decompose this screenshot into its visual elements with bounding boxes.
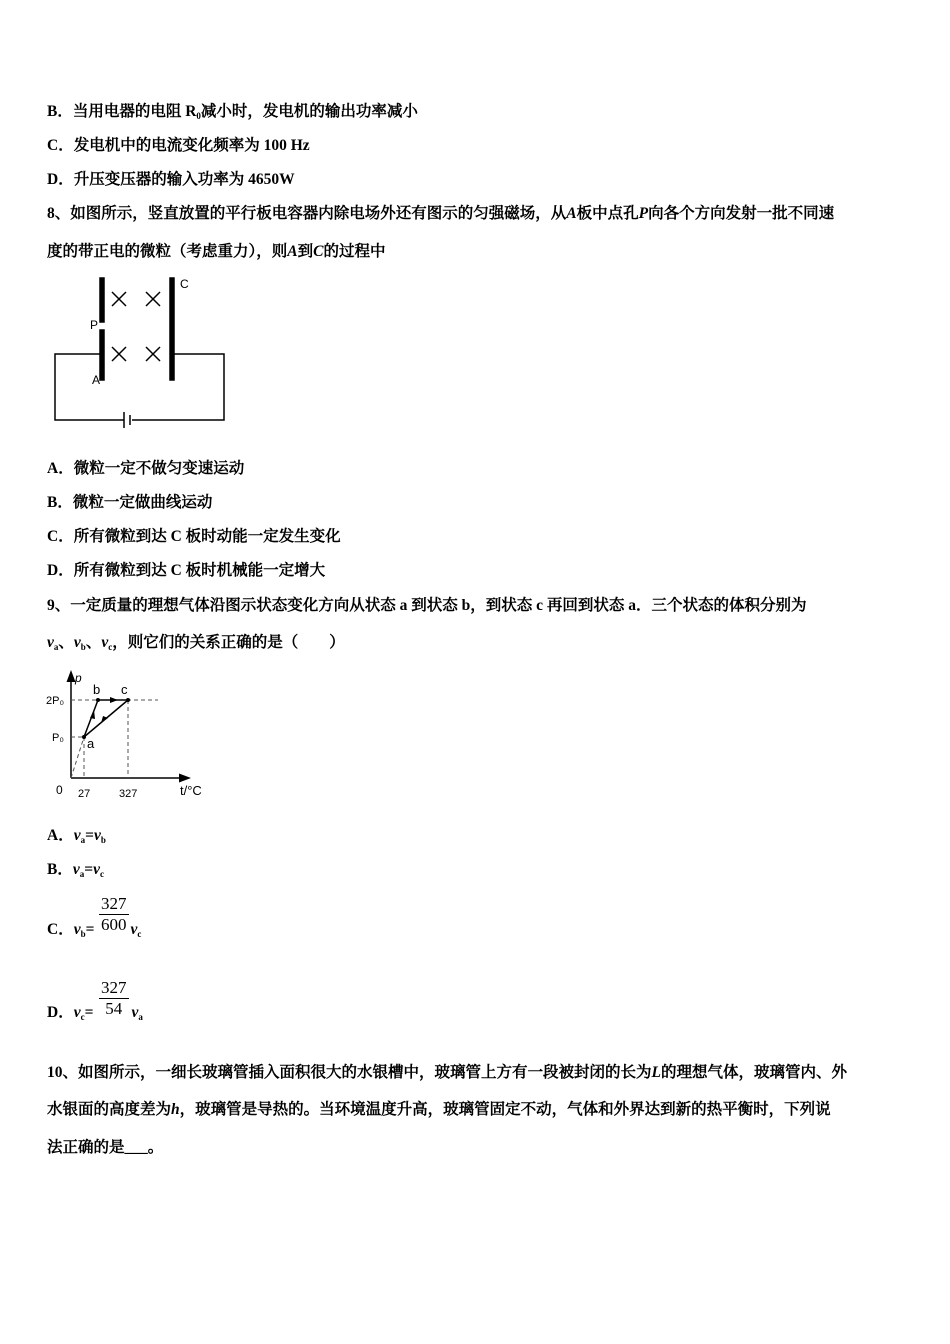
subscript: c xyxy=(80,1012,85,1022)
plate-c xyxy=(170,278,174,380)
q7-option-c xyxy=(47,136,310,156)
var: v xyxy=(93,827,101,844)
wires xyxy=(55,354,224,420)
denominator: 600 xyxy=(101,915,127,934)
q8-stem-line2 xyxy=(47,242,385,262)
subscript: b xyxy=(100,835,106,845)
text: 板中点孔 xyxy=(576,205,639,222)
eq: = xyxy=(85,827,94,844)
text: 度的带正电的微粒（考虑重力），则 xyxy=(47,243,288,260)
option-label: C． xyxy=(47,921,74,938)
tick-27: 27 xyxy=(78,788,91,800)
option-label: D． xyxy=(47,1004,74,1021)
q10-stem-line2 xyxy=(47,1100,831,1120)
magnetic-field-crosses xyxy=(112,292,160,361)
option-label: A． xyxy=(47,827,74,844)
q7-option-b xyxy=(47,102,418,126)
q8-option-d xyxy=(47,561,325,581)
label-p: P xyxy=(90,318,99,332)
q9-option-b xyxy=(47,860,104,884)
text: 10、如图所示，一细长玻璃管插入面积很大的水银槽中，玻璃管上方有一段被封闭的长为 xyxy=(47,1064,652,1081)
q10-stem-line1 xyxy=(47,1063,847,1083)
subscript: c xyxy=(108,642,113,652)
text: 的过程中 xyxy=(323,243,386,260)
text: 水银面的高度差为 xyxy=(47,1101,172,1118)
battery-icon xyxy=(124,412,130,428)
option-label: C． xyxy=(47,137,74,154)
var: v xyxy=(93,861,100,878)
var: v xyxy=(101,634,109,651)
tick-2p0: 2P₀ xyxy=(46,695,65,707)
q9-stem-line2 xyxy=(47,633,345,657)
subscript: a xyxy=(80,835,86,845)
subscript: a xyxy=(138,1012,143,1022)
tick-p0: P₀ xyxy=(52,732,64,744)
subscript: a xyxy=(53,642,59,652)
option-label: A． xyxy=(47,460,74,477)
q9-stem-line1: 9、一定质量的理想气体沿图示状态变化方向从状态 a 到状态 b，到状态 c 再回到状态 a．三个状态的体积分别为 xyxy=(47,597,807,614)
text: 到 xyxy=(297,243,314,260)
var: v xyxy=(73,827,81,844)
plate-a-lower xyxy=(100,330,104,380)
q8-option-c xyxy=(47,527,341,547)
option-text: 减小时，发电机的输出功率减小 xyxy=(200,103,418,120)
label-a: A xyxy=(92,373,101,387)
option-text: 所有微粒到达 C 板时动能一定发生变化 xyxy=(73,528,341,545)
option-text: 当用电器的电阻 R xyxy=(72,103,197,120)
var: v xyxy=(131,1004,139,1021)
option-text: 所有微粒到达 C 板时机械能一定增大 xyxy=(73,562,326,579)
var: v xyxy=(73,634,81,651)
q10-stem-line3: 法正确的是___。 xyxy=(47,1139,164,1156)
sep: 、 xyxy=(58,634,74,651)
plate-a-upper xyxy=(100,278,104,322)
label-c: C xyxy=(180,277,189,291)
q7-option-d xyxy=(47,170,295,190)
q9-option-a xyxy=(47,826,106,850)
q8-stem-line1 xyxy=(47,204,834,224)
point-a-label: a xyxy=(87,736,95,751)
option-label: B． xyxy=(47,103,73,120)
subscript: c xyxy=(99,869,104,879)
option-text: 微粒一定做曲线运动 xyxy=(72,494,213,511)
p-axis-label: p xyxy=(75,671,82,685)
option-label: C． xyxy=(47,528,74,545)
eq: = xyxy=(84,1004,94,1021)
var: v xyxy=(73,1004,81,1021)
subscript: 0 xyxy=(196,111,201,121)
var: v xyxy=(73,921,81,938)
option-text: 发电机中的电流变化频率为 100 Hz xyxy=(73,137,310,154)
subscript: b xyxy=(80,642,86,652)
var: A xyxy=(287,243,298,260)
numerator: 327 xyxy=(101,978,127,997)
var: C xyxy=(313,243,324,260)
q8-option-b xyxy=(47,493,212,513)
subscript: c xyxy=(137,929,142,939)
subscript: b xyxy=(80,929,86,939)
text: ，则它们的关系正确的是（ ） xyxy=(112,634,345,651)
numerator: 327 xyxy=(101,894,127,913)
var: v xyxy=(72,861,80,878)
option-label: D． xyxy=(47,171,74,188)
var: v xyxy=(130,921,138,938)
q8-option-a xyxy=(47,459,244,479)
fraction-d xyxy=(99,978,129,1019)
var: L xyxy=(651,1064,661,1081)
option-label: B． xyxy=(47,494,73,511)
option-text: 升压变压器的输入功率为 4650W xyxy=(73,171,295,188)
sep: 、 xyxy=(85,634,102,651)
fraction-c xyxy=(99,894,129,935)
var: A xyxy=(566,205,577,222)
option-label: B． xyxy=(47,861,73,878)
tick-327: 327 xyxy=(119,788,138,800)
eq: = xyxy=(84,861,94,878)
option-label: D． xyxy=(47,562,74,579)
text: 向各个方向发射一批不同速 xyxy=(648,205,835,222)
p-t-graph xyxy=(40,670,240,810)
point-c-label: c xyxy=(121,682,128,697)
origin-label: 0 xyxy=(56,783,63,797)
text: ，玻璃管是导热的。当环境温度升高，玻璃管固定不动，气体和外界达到新的热平衡时，下列说 xyxy=(179,1101,831,1118)
capacitor-circuit-figure xyxy=(50,272,240,442)
option-text: 微粒一定不做匀变速运动 xyxy=(73,460,245,477)
var: P xyxy=(638,205,649,222)
var: v xyxy=(47,634,54,651)
eq: = xyxy=(85,921,95,938)
denominator: 54 xyxy=(105,999,123,1018)
text: 8、如图所示，竖直放置的平行板电容器内除电场外还有图示的匀强磁场，从 xyxy=(47,205,567,222)
var: h xyxy=(171,1101,180,1118)
text: 的理想气体，玻璃管内、外 xyxy=(660,1064,847,1081)
t-axis-label: t/°C xyxy=(180,783,202,798)
point-b-label: b xyxy=(93,682,101,697)
subscript: a xyxy=(79,869,85,879)
